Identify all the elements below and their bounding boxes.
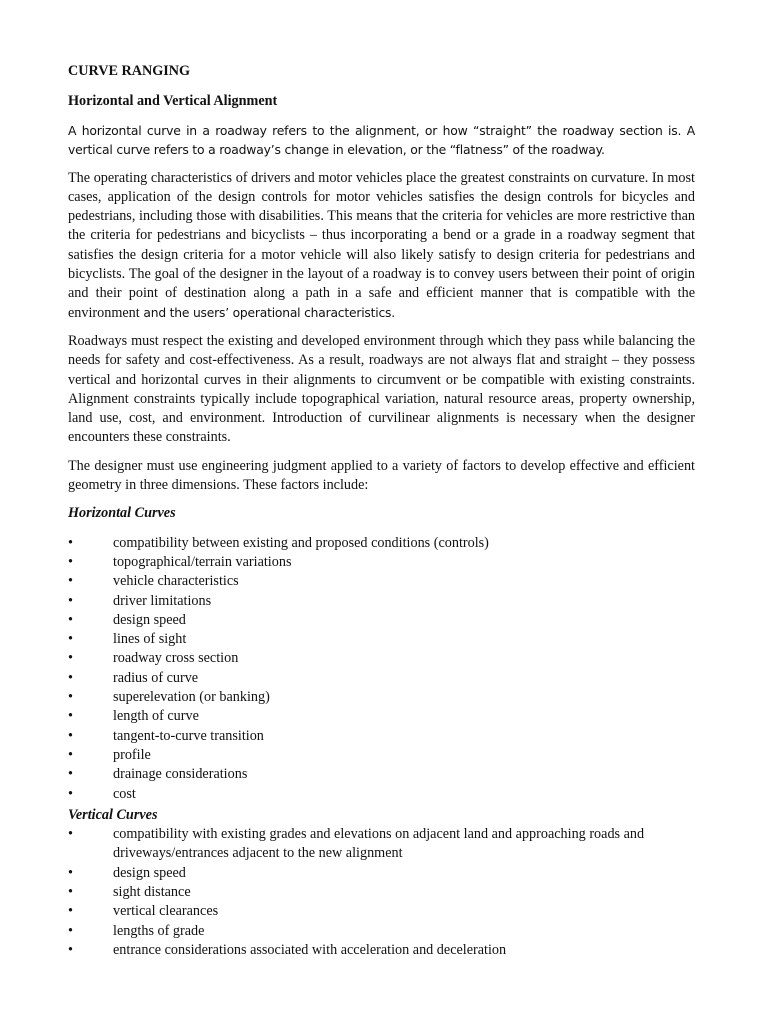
list-item-text: profile <box>113 746 151 763</box>
bullet-icon: • <box>68 826 73 843</box>
list-item-text: vehicle characteristics <box>113 573 239 590</box>
bullet-icon: • <box>68 785 73 802</box>
list-item-text: drainage considerations <box>113 766 248 783</box>
bullet-icon: • <box>68 746 73 763</box>
section-heading: Horizontal and Vertical Alignment <box>68 93 278 110</box>
bullet-icon: • <box>68 903 73 920</box>
list-item <box>68 649 695 668</box>
list-item <box>68 534 695 553</box>
list-item <box>68 941 695 960</box>
list-item-text: driver limitations <box>113 592 212 609</box>
list-item-text: radius of curve <box>113 669 199 686</box>
list-item <box>68 630 695 649</box>
list-item-text: compatibility between existing and proposed conditions (controls) <box>113 534 489 551</box>
list-item <box>68 553 695 572</box>
list-item <box>68 688 695 707</box>
list-item-text: design speed <box>113 864 186 881</box>
bullet-icon: • <box>68 941 73 958</box>
bullet-icon: • <box>68 669 73 686</box>
bullet-icon: • <box>68 883 73 900</box>
list-item <box>68 611 695 630</box>
paragraph-constraints-tail: and the users’ operational characteristics. <box>139 305 395 320</box>
bullet-icon: • <box>68 864 73 881</box>
list-item <box>68 669 695 688</box>
bullet-icon: • <box>68 631 73 648</box>
paragraph-roadways: Roadways must respect the existing and developed environment through which they pass while balancing the needs for safety and cost-effectiveness. As a result, roadways are not always flat and straight – they possess vertical and horizontal curves in their alignments to circumvent or be compatible with existing constraints. Alignment constraints typically include topographical variation, natural resource areas, property ownership, land use, cost, and environment. Introduction of curvilinear alignments is necessary when the designer encounters these constraints. <box>68 332 695 446</box>
bullet-icon: • <box>68 611 73 628</box>
bullet-icon: • <box>68 534 73 551</box>
list-item <box>68 707 695 726</box>
paragraph-constraints <box>68 169 695 323</box>
bullet-icon: • <box>68 553 73 570</box>
vertical-curves-list <box>68 825 695 960</box>
list-item-text: topographical/terrain variations <box>113 553 292 570</box>
list-item-text: compatibility with existing grades and elevations on adjacent land and approaching roads and driveways/entrances adjacent to the new alignment <box>113 826 645 862</box>
paragraph-factors: The designer must use engineering judgment applied to a variety of factors to develop effective and efficient geometry in three dimensions. These factors include: <box>68 457 695 494</box>
list-item <box>68 572 695 591</box>
list-item-text: design speed <box>113 611 186 628</box>
list-item <box>68 592 695 611</box>
list-item-text: lines of sight <box>113 631 187 648</box>
intro-paragraph: A horizontal curve in a roadway refers to the alignment, or how “straight” the roadway section is. A vertical curve refers to a roadway’s change in elevation, or the “flatness” of the roadway. <box>68 122 695 158</box>
horizontal-curves-list <box>68 534 695 804</box>
list-item-text: vertical clearances <box>113 903 219 920</box>
list-item-text: cost <box>113 785 136 802</box>
list-item-text: roadway cross section <box>113 650 239 667</box>
list-item <box>68 765 695 784</box>
horizontal-curves-heading: Horizontal Curves <box>68 505 176 522</box>
list-item <box>68 922 695 941</box>
list-item-text: sight distance <box>113 883 191 900</box>
list-item-text: superelevation (or banking) <box>113 689 270 706</box>
list-item <box>68 825 695 864</box>
list-item-text: length of curve <box>113 708 199 725</box>
list-item <box>68 785 695 804</box>
document-page <box>68 62 695 960</box>
bullet-icon: • <box>68 689 73 706</box>
list-item-text: entrance considerations associated with acceleration and deceleration <box>113 941 507 958</box>
list-item <box>68 883 695 902</box>
bullet-icon: • <box>68 727 73 744</box>
list-item <box>68 746 695 765</box>
bullet-icon: • <box>68 592 73 609</box>
vertical-curves-heading: Vertical Curves <box>68 806 158 823</box>
bullet-icon: • <box>68 922 73 939</box>
bullet-icon: • <box>68 708 73 725</box>
list-item <box>68 864 695 883</box>
list-item-text: lengths of grade <box>113 922 205 939</box>
bullet-icon: • <box>68 650 73 667</box>
list-item <box>68 727 695 746</box>
bullet-icon: • <box>68 573 73 590</box>
list-item <box>68 902 695 921</box>
paragraph-constraints-text: The operating characteristics of drivers and motor vehicles place the greatest constraints on curvature. In most cases, application of the design controls for motor vehicles satisfies the design controls for bicycles and pedestrians, including those with disabilities. This means that the criteria for vehicles are more restrictive than the criteria for pedestrians and bicyclists – thus incorporating a bend or a grade in a roadway segment that satisfies the design criteria for a motor vehicle will also likely satisfy to design criteria for pedestrians and bicyclists. The goal of the designer in the layout of a roadway is to convey users between their point of origin and their point of destination along a path in a safe and efficient manner that is compatible with the environment <box>68 169 695 321</box>
bullet-icon: • <box>68 766 73 783</box>
list-item-text: tangent-to-curve transition <box>113 727 264 744</box>
document-title: CURVE RANGING <box>68 63 191 79</box>
